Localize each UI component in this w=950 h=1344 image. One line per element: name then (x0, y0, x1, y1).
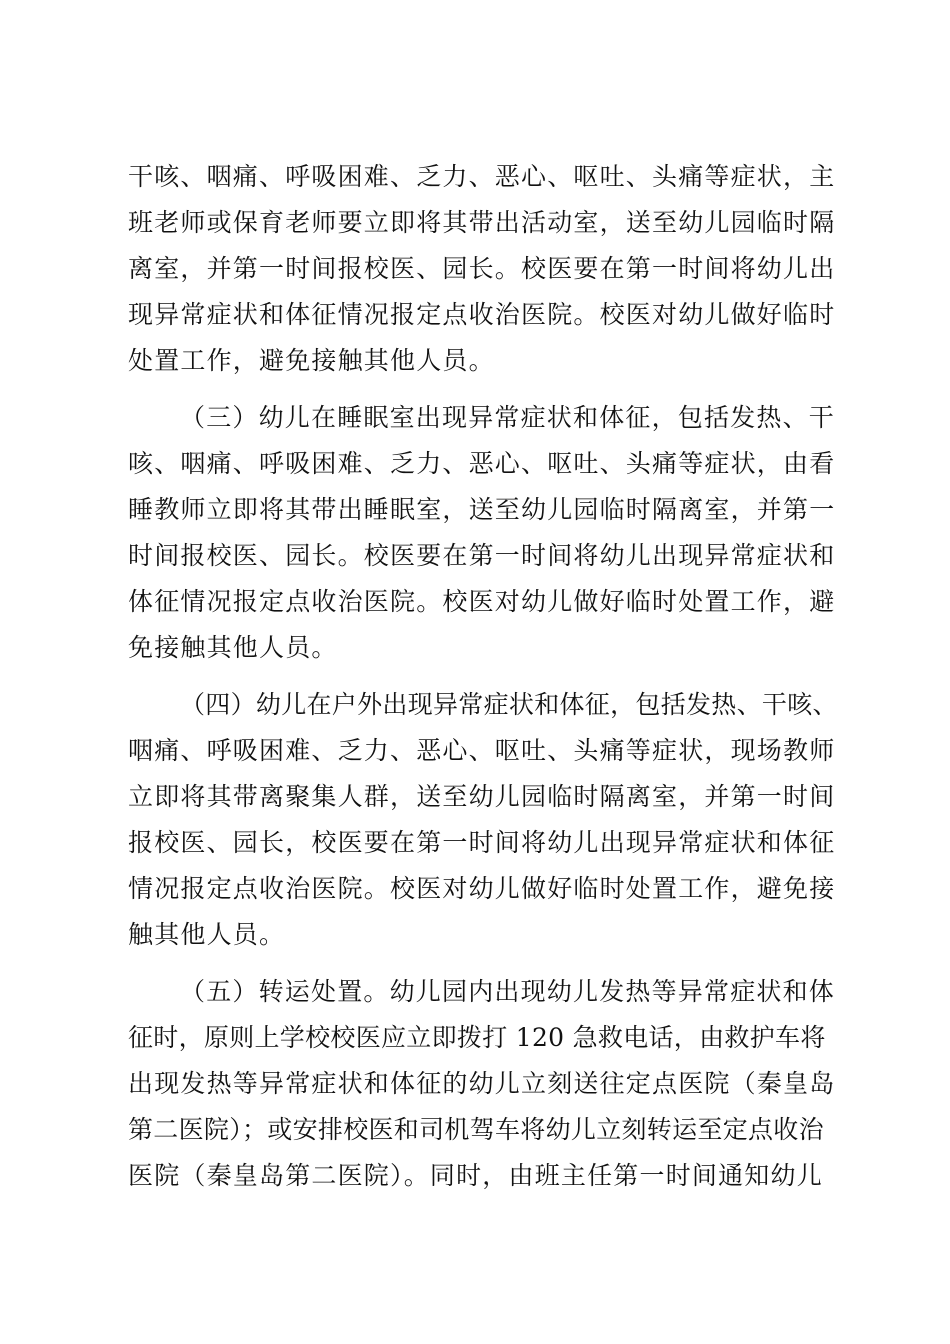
text-line: 报校医、园长，校医要在第一时间将幼儿出现异常症状和体征 (128, 828, 836, 857)
text-line: 第二医院）；或安排校医和司机驾车将幼儿立刻转运至定点收治 (128, 1115, 824, 1144)
text-line: 免接触其他人员。 (128, 633, 338, 662)
text-line: （三）幼儿在睡眠室出现异常症状和体征，包括发热、干 (180, 403, 836, 432)
text-line: 出现发热等异常症状和体征的幼儿立刻送往定点医院（秦皇岛 (128, 1069, 836, 1098)
text-line: 班老师或保育老师要立即将其带出活动室，送至幼儿园临时隔 (128, 208, 836, 237)
text-line: 咽痛、呼吸困难、乏力、恶心、呕吐、头痛等症状，现场教师 (128, 736, 836, 765)
paragraph-continued (128, 154, 836, 384)
text-line: 医院（秦皇岛第二医院）。同时，由班主任第一时间通知幼儿 (128, 1161, 823, 1190)
document-body (128, 154, 838, 1199)
paragraph-section-4 (128, 682, 838, 958)
text-line: 处置工作，避免接触其他人员。 (128, 346, 495, 375)
text-line: 征时，原则上学校校医应立即拨打 120 急救电话，由救护车将 (128, 1023, 826, 1052)
text-line: 咳、咽痛、呼吸困难、乏力、恶心、呕吐、头痛等症状，由看 (128, 449, 836, 478)
text-line: （五）转运处置。幼儿园内出现幼儿发热等异常症状和体 (180, 977, 836, 1006)
text-line: 体征情况报定点收治医院。校医对幼儿做好临时处置工作，避 (128, 587, 836, 616)
text-line: 情况报定点收治医院。校医对幼儿做好临时处置工作，避免接 (128, 874, 836, 903)
paragraph-section-3 (128, 395, 836, 671)
text-line: 离室，并第一时间报校医、园长。校医要在第一时间将幼儿出 (128, 254, 836, 283)
text-line: 时间报校医、园长。校医要在第一时间将幼儿出现异常症状和 (128, 541, 836, 570)
text-line: 干咳、咽痛、呼吸困难、乏力、恶心、呕吐、头痛等症状，主 (128, 162, 836, 191)
text-line: （四）幼儿在户外出现异常症状和体征，包括发热、干咳、 (180, 690, 838, 719)
paragraph-section-5 (128, 969, 836, 1199)
text-line: 睡教师立即将其带出睡眠室，送至幼儿园临时隔离室，并第一 (128, 495, 836, 524)
text-line: 现异常症状和体征情况报定点收治医院。校医对幼儿做好临时 (128, 300, 836, 329)
text-line: 立即将其带离聚集人群，送至幼儿园临时隔离室，并第一时间 (128, 782, 836, 811)
text-line: 触其他人员。 (128, 920, 286, 949)
